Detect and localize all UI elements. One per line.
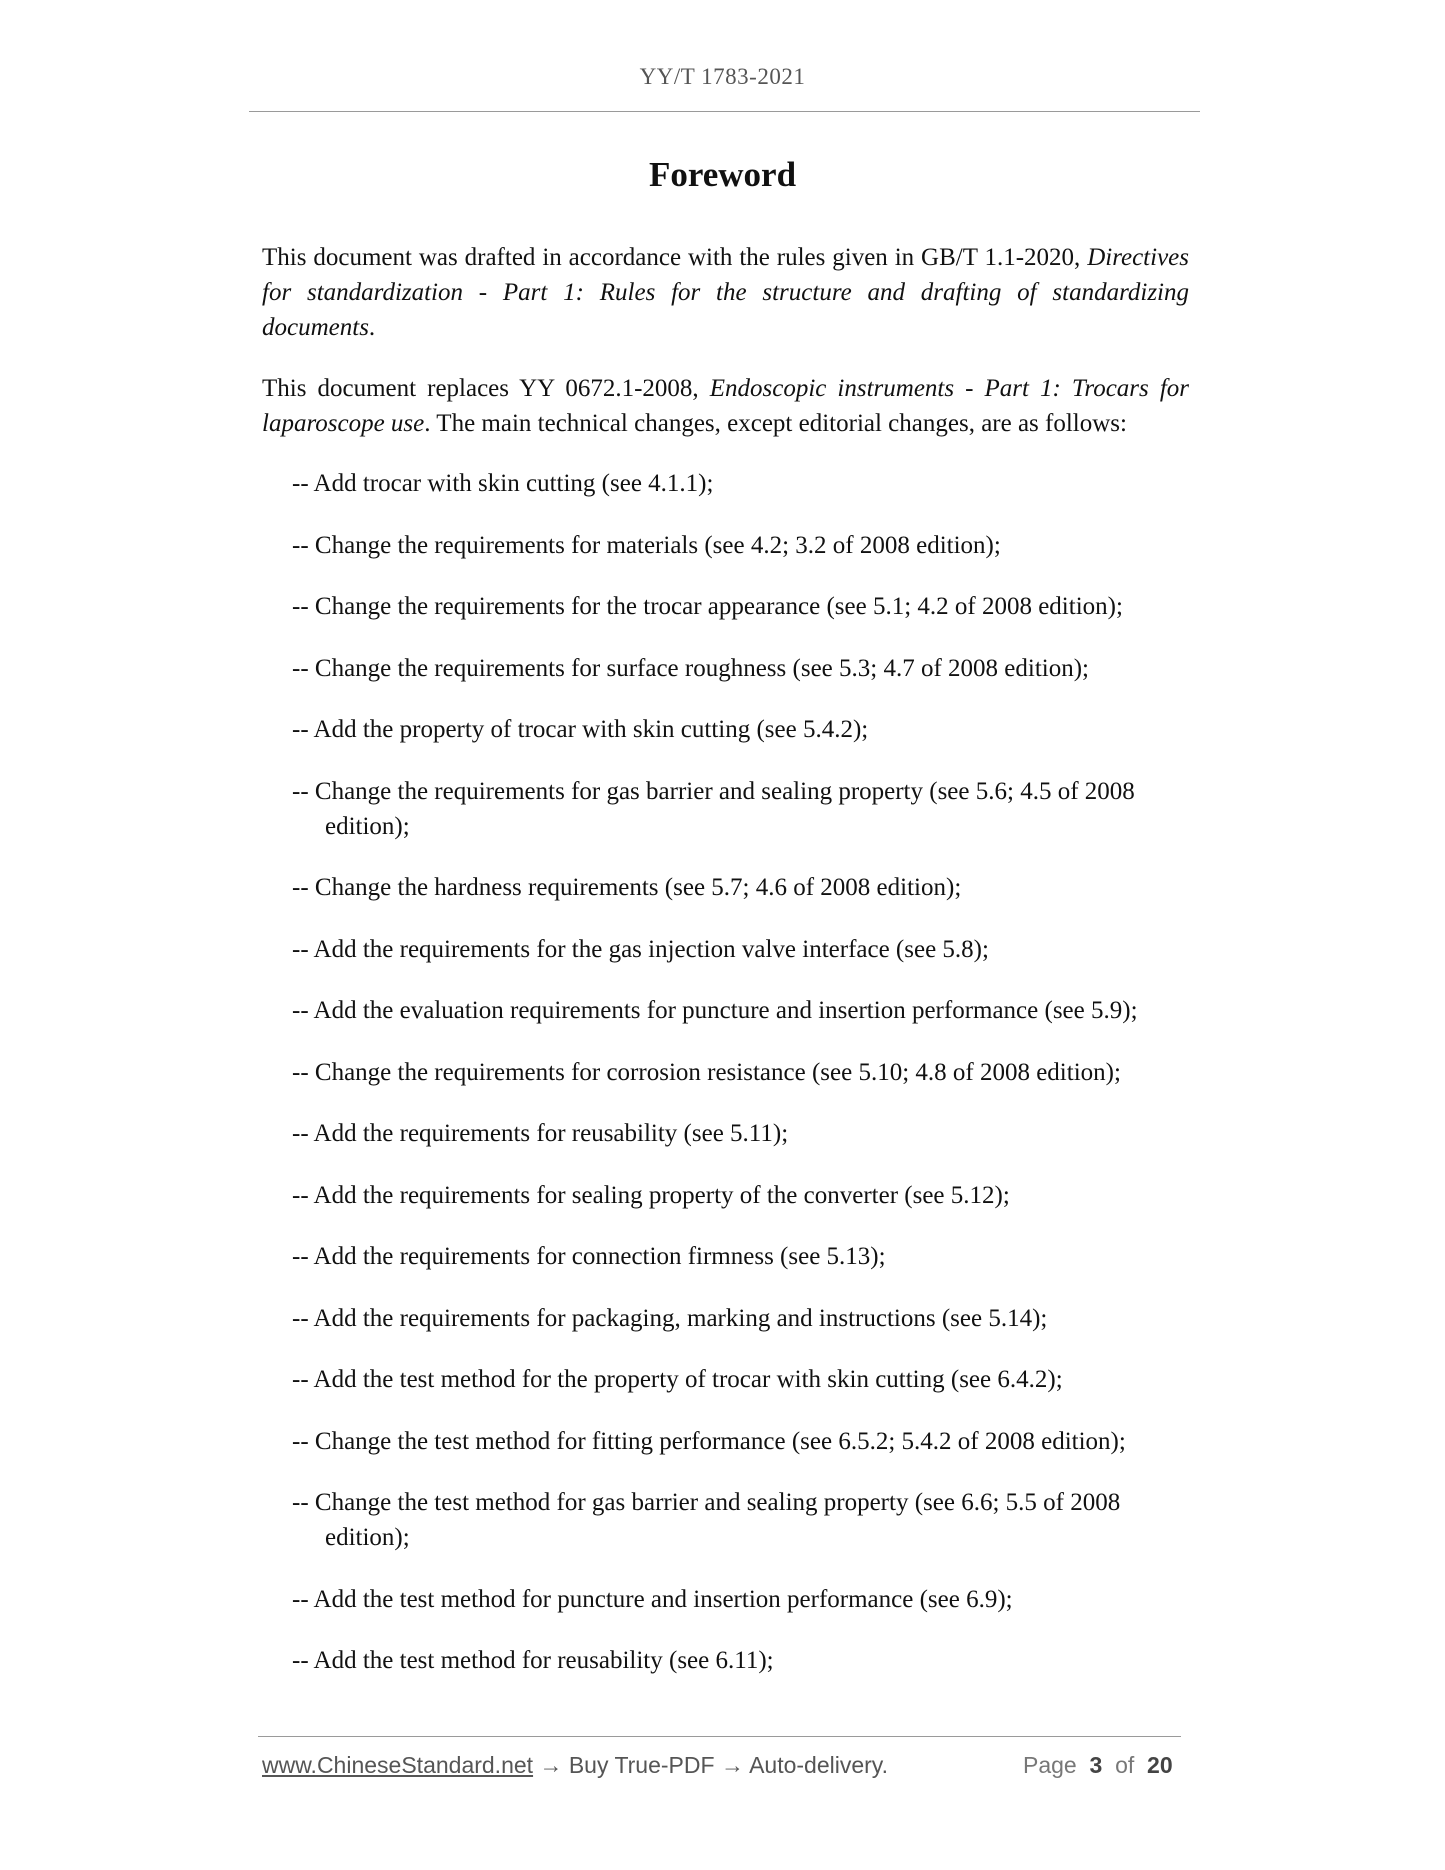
auto-delivery-text: Auto-delivery. xyxy=(749,1752,888,1778)
list-item: -- Add the requirements for the gas injection valve interface (see 5.8); xyxy=(292,935,989,963)
paragraph-text: . xyxy=(368,314,376,341)
list-item: -- Change the requirements for gas barrier and sealing property (see 5.6; 4.5 of 2008 edition); xyxy=(292,777,1135,840)
paragraph-text: . The main technical changes, except editorial changes, are as follows: xyxy=(424,410,1127,437)
page-number xyxy=(1023,1752,1173,1779)
buy-pdf-text: Buy True-PDF xyxy=(568,1752,715,1778)
paragraph-italic-title: Endoscopic instruments - Part 1: Trocars for laparoscope use xyxy=(262,375,1189,437)
header-divider xyxy=(249,111,1200,112)
paragraph-text: This document replaces YY 0672.1-2008, xyxy=(262,375,710,402)
list-item: -- Change the test method for gas barrier and sealing property (see 6.6; 5.5 of 2008 edition); xyxy=(292,1489,1121,1551)
footer-promo xyxy=(262,1752,888,1779)
list-item: -- Change the requirements for surface roughness (see 5.3; 4.7 of 2008 edition); xyxy=(292,654,1089,682)
list-item: -- Add the test method for the property of trocar with skin cutting (see 6.4.2); xyxy=(292,1366,1063,1393)
list-item: -- Add the requirements for connection firmness (see 5.13); xyxy=(292,1243,886,1270)
list-item: -- Add the test method for puncture and insertion performance (see 6.9); xyxy=(292,1585,1013,1613)
list-item: -- Change the requirements for the trocar appearance (see 5.1; 4.2 of 2008 edition); xyxy=(292,593,1123,620)
paragraph-replacement xyxy=(262,371,1189,441)
list-item: -- Add the requirements for sealing property of the converter (see 5.12); xyxy=(292,1181,1010,1209)
list-item: -- Add the requirements for packaging, marking and instructions (see 5.14); xyxy=(292,1304,1048,1332)
list-item: -- Add the evaluation requirements for puncture and insertion performance (see 5.9); xyxy=(292,997,1138,1024)
list-item: -- Add the requirements for reusability (see 5.11); xyxy=(292,1120,789,1147)
list-item: -- Add trocar with skin cutting (see 4.1.1); xyxy=(292,470,714,497)
list-item: -- Change the requirements for corrosion resistance (see 5.10; 4.8 of 2008 edition); xyxy=(292,1058,1121,1086)
technical-changes-list xyxy=(292,466,1192,1705)
paragraph-text: This document was drafted in accordance with the rules given in GB/T 1.1-2020, xyxy=(262,244,1088,271)
page-title: Foreword xyxy=(648,155,797,194)
list-item: -- Change the requirements for materials (see 4.2; 3.2 of 2008 edition); xyxy=(292,531,1001,559)
paragraph-drafting-rules xyxy=(262,240,1189,345)
list-item: -- Add the test method for reusability (see 6.11); xyxy=(292,1647,774,1674)
document-code-header: YY/T 1783-2021 xyxy=(639,64,806,89)
list-item: -- Change the hardness requirements (see 5.7; 4.6 of 2008 edition); xyxy=(292,874,962,901)
arrow-right-icon: → xyxy=(714,1752,750,1778)
current-page: 3 xyxy=(1089,1752,1103,1778)
website-link[interactable]: www.ChineseStandard.net xyxy=(262,1752,534,1778)
list-item: -- Add the property of trocar with skin cutting (see 5.4.2); xyxy=(292,716,869,743)
arrow-right-icon: → xyxy=(533,1752,569,1778)
list-item: -- Change the test method for fitting performance (see 6.5.2; 5.4.2 of 2008 edition); xyxy=(292,1427,1126,1455)
page-label: Page xyxy=(1023,1752,1077,1778)
paragraph-italic-title: Directives for standardization - Part 1: Rules for the structure and drafting of standardizing documents xyxy=(262,244,1189,341)
of-label: of xyxy=(1115,1752,1135,1778)
footer-divider xyxy=(258,1736,1181,1737)
total-pages: 20 xyxy=(1147,1752,1173,1778)
